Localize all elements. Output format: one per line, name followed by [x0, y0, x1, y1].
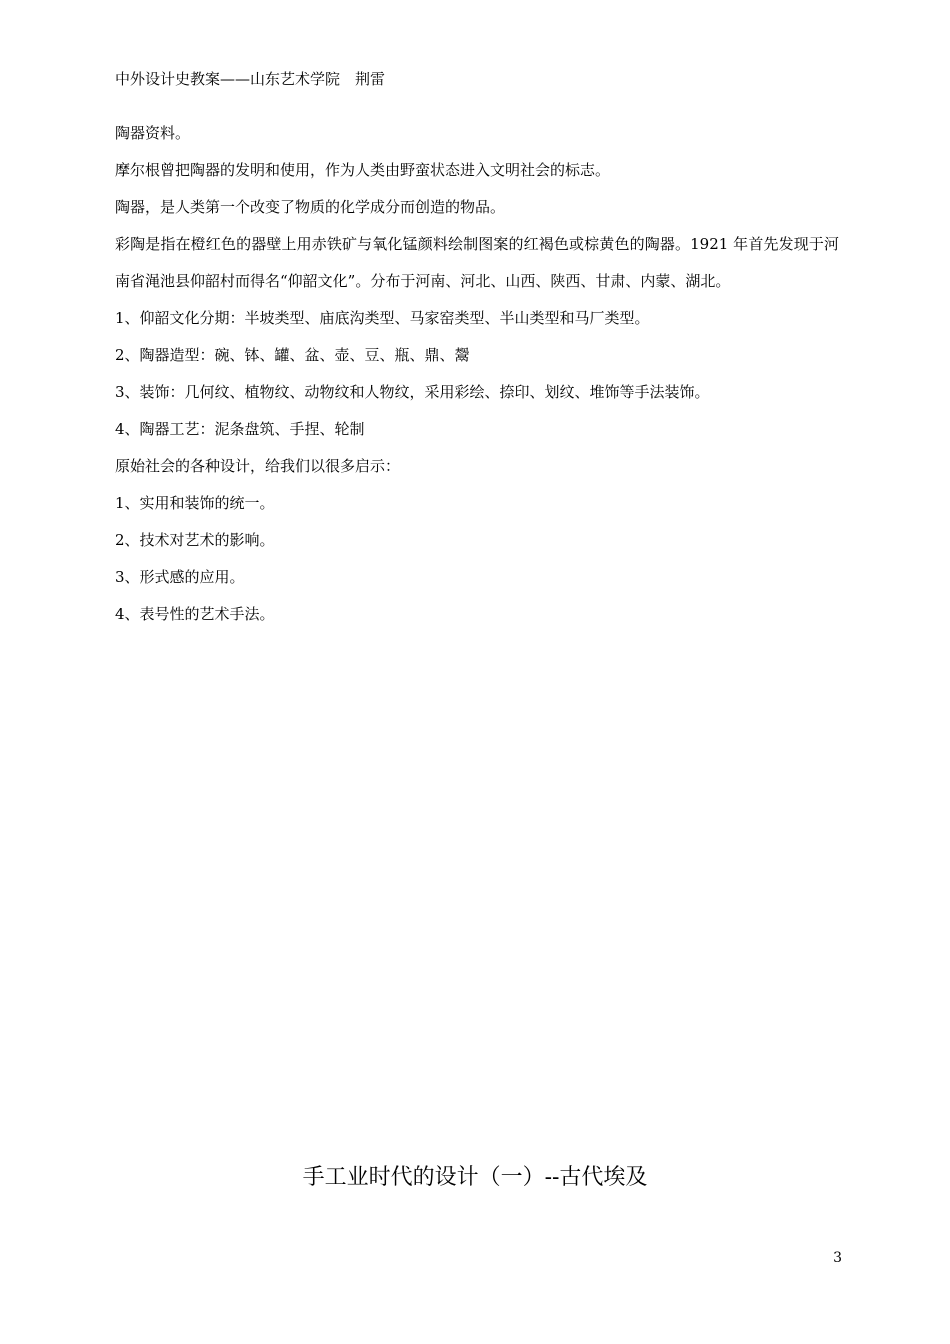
list-item: 3、装饰：几何纹、植物纹、动物纹和人物纹，采用彩绘、捺印、划纹、堆饰等手法装饰。	[115, 383, 710, 401]
paragraph: 原始社会的各种设计，给我们以很多启示：	[115, 457, 401, 475]
list-item: 2、技术对艺术的影响。	[115, 531, 275, 549]
list-item: 1、仰韶文化分期：半坡类型、庙底沟类型、马家窑类型、半山类型和马厂类型。	[115, 309, 650, 327]
page-header: 中外设计史教案——山东艺术学院 荆雷	[115, 70, 386, 88]
section-title: 手工业时代的设计（一）--古代埃及	[302, 1165, 648, 1190]
paragraph: 彩陶是指在橙红色的器壁上用赤铁矿与氧化锰颜料绘制图案的红褐色或棕黄色的陶器。1921 年首先发现于河南省渑池县仰韶村而得名“仰韶文化”。分布于河南、河北、山西、陕西、甘肃、内蒙、湖北。	[115, 235, 839, 290]
list-item: 4、陶器工艺：泥条盘筑、手捏、轮制	[115, 420, 365, 438]
page-number: 3	[833, 1250, 842, 1266]
paragraph: 陶器，是人类第一个改变了物质的化学成分而创造的物品。	[115, 198, 506, 216]
list-item: 1、实用和装饰的统一。	[115, 494, 275, 512]
list-item: 2、陶器造型：碗、钵、罐、盆、壶、豆、瓶、鼎、鬶	[115, 346, 470, 364]
list-item: 4、表号性的艺术手法。	[115, 605, 275, 623]
document-body	[115, 115, 839, 633]
paragraph: 陶器资料。	[115, 124, 191, 142]
list-item: 3、形式感的应用。	[115, 568, 245, 586]
paragraph: 摩尔根曾把陶器的发明和使用，作为人类由野蛮状态进入文明社会的标志。	[115, 161, 611, 179]
